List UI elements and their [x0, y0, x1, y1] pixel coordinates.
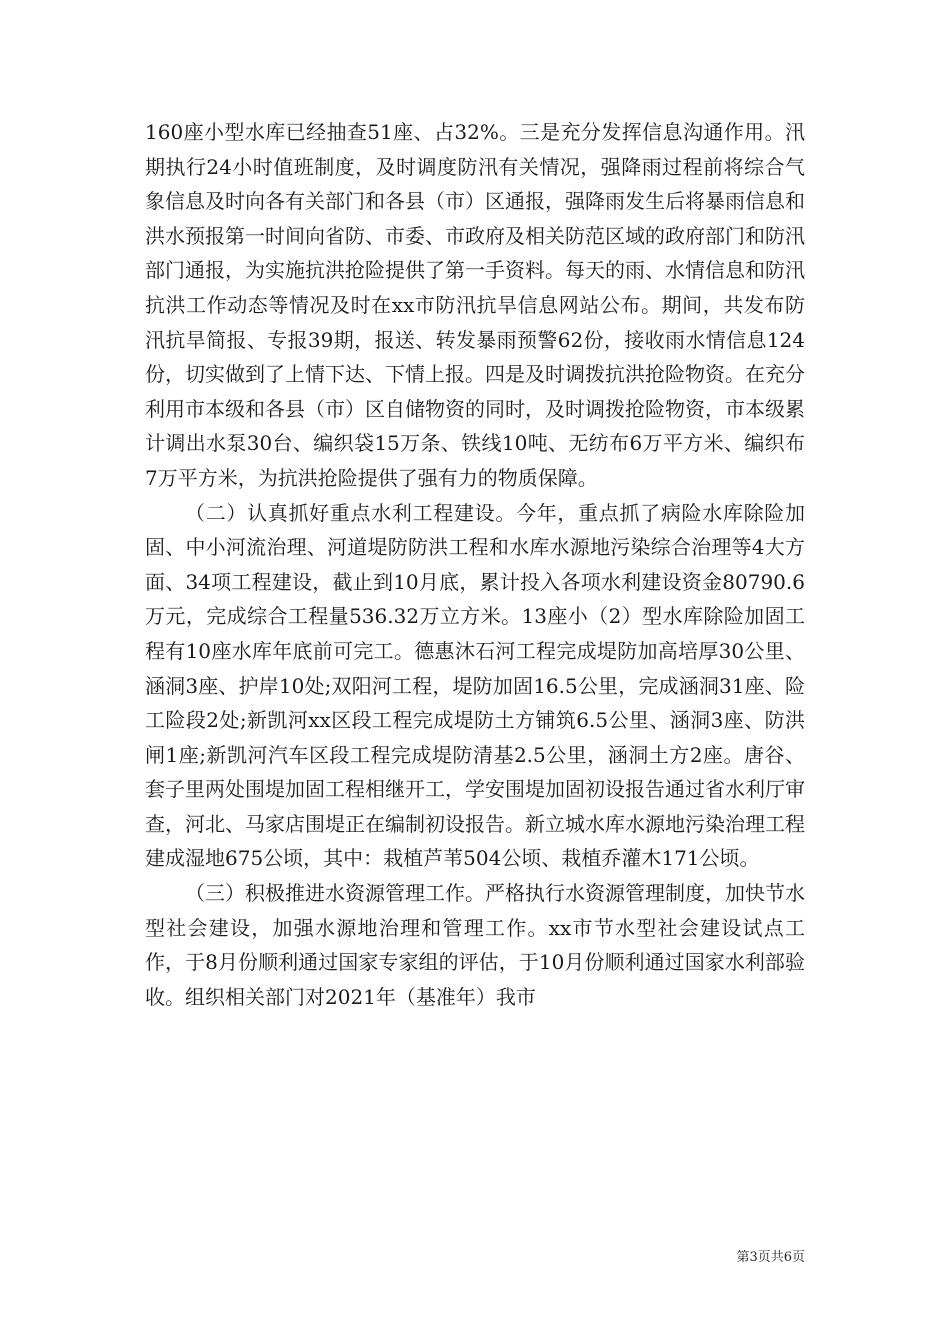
page-number-footer: 第3页共6页 — [736, 1250, 805, 1265]
document-body — [145, 115, 805, 1014]
paragraph-section-2: （二）认真抓好重点水利工程建设。今年，重点抓了病险水库除险加固、中小河流治理、河道堤防防洪工程和水库水源地污染综合治理等4大方面、34项工程建设，截止到10月底，累计投入各项水利建设资金80790.6万元，完成综合工程量536.32万立方米。13座小（2）型水库除险加固工程有10座水库年底前可完工。德惠沐石河工程完成堤防加高培厚30公里、涵洞3座、护岸10处;双阳河工程，堤防加固16.5公里，完成涵洞31座、险工险段2处;新凯河xx区段工程完成堤防土方铺筑6.5公里、涵洞3座、防洪闸1座;新凯河汽车区段工程完成堤防清基2.5公里，涵洞土方2座。唐谷、套子里两处围堤加固工程相继开工，学安围堤加固初设报告通过省水利厅审查，河北、马家店围堤正在编制初设报告。新立城水库水源地污染治理工程建成湿地675公顷，其中：栽植芦苇504公顷、栽植乔灌木171公顷。 — [145, 500, 805, 871]
paragraph-continuation: 160座小型水库已经抽查51座、占32%。三是充分发挥信息沟通作用。汛期执行24小时值班制度，及时调度防汛有关情况，强降雨过程前将综合气象信息及时向各有关部门和各县（市）区通报，强降雨发生后将暴雨信息和洪水预报第一时间向省防、市委、市政府及相关防范区域的政府部门和防汛部门通报，为实施抗洪抢险提供了第一手资料。每天的雨、水情信息和防汛抗洪工作动态等情况及时在xx市防汛抗旱信息网站公布。期间，共发布防汛抗旱简报、专报39期，报送、转发暴雨预警62份，接收雨水情信息124份，切实做到了上情下达、下情上报。四是及时调拨抗洪抢险物资。在充分利用市本级和各县（市）区自储物资的同时，及时调拨抢险物资，市本级累计调出水泵30台、编织袋15万条、铁线10吨、无纺布6万平方米、编织布7万平方米，为抗洪抢险提供了强有力的物质保障。 — [145, 120, 805, 490]
paragraph-section-3: （三）积极推进水资源管理工作。严格执行水资源管理制度，加快节水型社会建设，加强水源地治理和管理工作。xx市节水型社会建设试点工作，于8月份顺利通过国家专家组的评估，于10月份顺利通过国家水利部验收。组织相关部门对2021年（基准年）我市 — [145, 881, 805, 1009]
